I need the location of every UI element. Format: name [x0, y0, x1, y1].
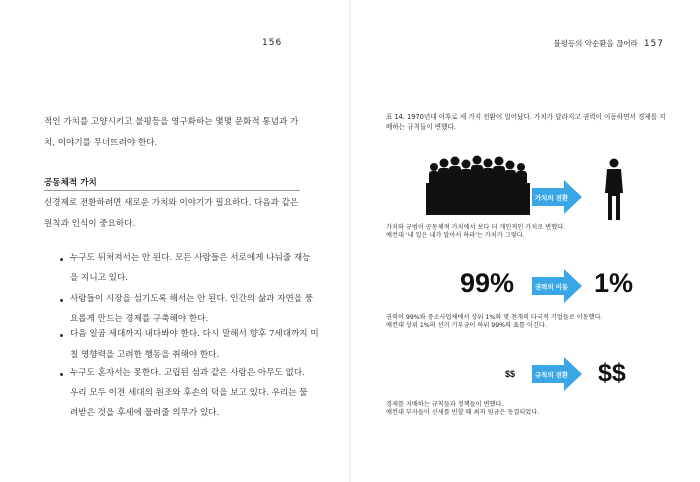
figure-title: [386, 113, 666, 132]
power-left-value: 99%: [460, 268, 515, 298]
value-shift-caption-line-2: 예컨대 '내 일은 내가 알아서 하라'는 가치가 그렇다.: [386, 232, 525, 240]
single-person-icon: [604, 158, 624, 220]
bullet-dot: [60, 258, 63, 261]
bullet-4-line-1: 누구도 혼자서는 못한다. 고립된 섬과 같은 사람은 아무도 없다.: [70, 368, 305, 378]
intro-line-1: 적인 가치를 고양시키고 불평등을 영구화하는 몇몇 문화적 통념과 가: [44, 117, 299, 127]
bullet-1-line-2: 을 지니고 있다.: [70, 273, 129, 283]
bullet-3-line-1: 다음 일곱 세대까지 내다봐야 한다. 다시 말해서 향후 7세대까지 미: [70, 329, 319, 339]
rules-shift-caption: [386, 401, 539, 417]
section-line-2: 원칙과 인식이 중요하다.: [44, 219, 136, 229]
crowd-silhouette-icon: [426, 153, 530, 215]
rules-left-value: $$: [505, 369, 516, 379]
section-line-1: 신경제로 전환하려면 새로운 가치와 이야기가 필요하다. 다음과 같은: [44, 198, 299, 208]
bullet-dot: [60, 373, 63, 376]
value-shift-label: 가치의 전환: [535, 194, 569, 202]
value-shift-caption-line-1: 가치와 규범이 공동체적 가치에서 보다 더 개인적인 가치로 변했다.: [386, 224, 566, 231]
page-number-right: 157: [643, 39, 664, 49]
intro-line-2: 치, 이야기를 무너뜨려야 한다.: [44, 138, 158, 148]
rules-shift-caption-line-2: 예컨대 부자들이 신세를 빈할 때 최저 임금은 동결되었다.: [386, 409, 540, 417]
figure-title-line-2: 배하는 규칙들이 변했다.: [386, 122, 456, 131]
bullet-dot: [60, 334, 63, 337]
bullet-1-line-1: 누구도 뒤처져서는 안 된다. 모든 사람들은 서로에게 나눠줄 재능: [70, 253, 311, 263]
section-divider: [44, 190, 300, 191]
running-header: [553, 38, 664, 49]
value-shift-caption: [386, 224, 565, 240]
chapter-title: 불평등의 악순환을 끊어라: [553, 39, 638, 48]
bullet-2-line-2: 요롭게 만드는 경제를 구축해야 한다.: [70, 314, 209, 324]
figure-title-line-1: 표 14. 1970년대 이후로 세 가지 전환이 일어났다. 가치가 달라지고 권력이 이동하면서 경제를 지: [386, 113, 666, 121]
rules-shift-caption-line-1: 경제를 지배하는 규칙들과 정책들이 변했다.: [386, 401, 504, 408]
page-number-left: 156: [262, 38, 283, 48]
section-title: 공동체적 가치: [44, 178, 97, 188]
right-page: [350, 0, 700, 482]
bullet-3-line-2: 칠 영향력을 고려한 행동을 취해야 한다.: [70, 350, 220, 360]
bullet-4-line-2: 우리 모두 이전 세대의 원조와 후손의 덕을 보고 있다. 우리는 물: [70, 388, 308, 398]
power-right-value: 1%: [594, 268, 634, 298]
bullet-4-line-3: 려받은 것을 후세에 물려줄 의무가 있다.: [70, 408, 220, 418]
rules-right-value: $$: [598, 359, 626, 387]
rules-shift-label: 규칙의 전환: [535, 371, 569, 379]
power-shift-caption: [386, 314, 603, 330]
bullet-2-line-1: 사람들이 시장을 섬기도록 해서는 안 된다. 인간의 삶과 자연을 풍: [70, 294, 314, 304]
power-shift-caption-line-1: 권력이 99%와 중소사업체에서 상위 1%와 몇 천개의 다국적 기업들로 이동했다.: [386, 314, 603, 321]
power-shift-label: 권력의 이동: [535, 283, 569, 291]
bullet-dot: [60, 299, 63, 302]
power-shift-caption-line-2: 예컨대 상위 1%의 선거 기부금이 하위 99%의 표를 이긴다.: [386, 322, 547, 330]
